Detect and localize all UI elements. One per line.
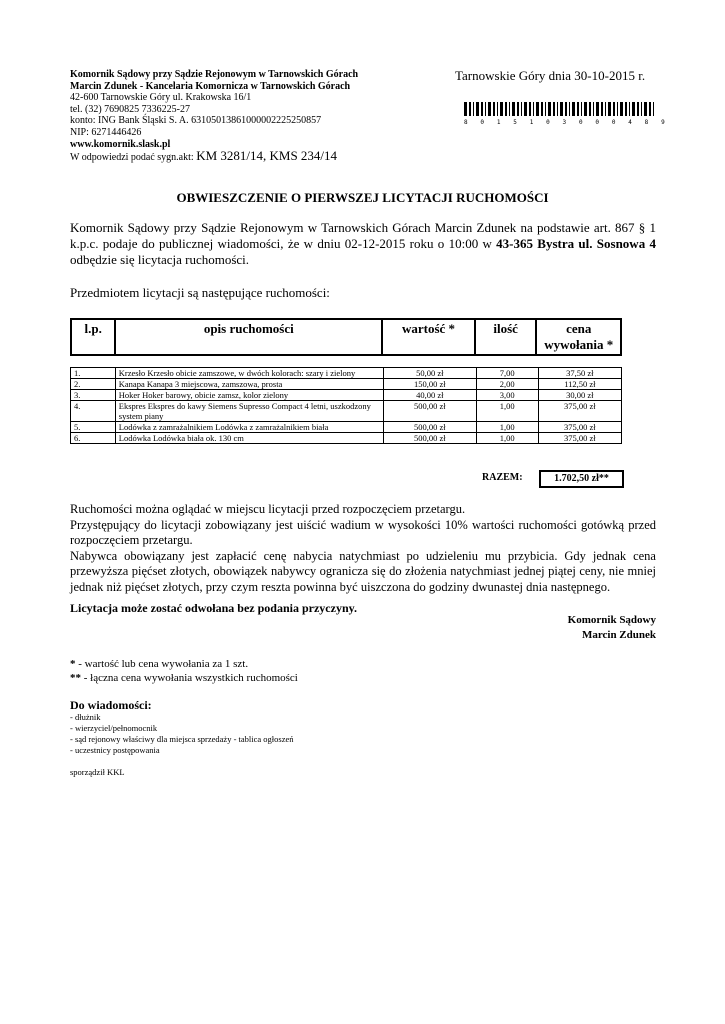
intro-text-2: odbędzie się licytacja ruchomości.	[70, 252, 250, 267]
subject-line: Przedmiotem licytacji są następujące ruchomości:	[70, 285, 330, 300]
table-row	[71, 422, 622, 433]
row-value: 40,00 zł	[384, 390, 477, 401]
case-signature-value: KM 3281/14, KMS 234/14	[196, 148, 338, 164]
items-table	[70, 367, 622, 444]
row-value: 150,00 zł	[384, 379, 477, 390]
row-starting-price: 375,00 zł	[538, 401, 621, 422]
barcode-bar	[524, 102, 527, 116]
signature-title: Komornik Sądowy	[567, 614, 656, 626]
sender-nip: NIP: 6271446426	[70, 126, 142, 138]
header-quantity: ilość	[475, 319, 537, 355]
barcode-bar	[593, 102, 594, 116]
row-starting-price: 375,00 zł	[538, 433, 621, 444]
signature-block	[450, 613, 656, 643]
barcode-bar	[469, 102, 471, 116]
table-row	[71, 390, 622, 401]
row-description: Kanapa Kanapa 3 miejscowa, zamszowa, prosta	[115, 379, 383, 390]
row-starting-price: 30,00 zł	[538, 390, 621, 401]
table-row	[71, 433, 622, 444]
header-starting-price	[536, 319, 621, 355]
barcode-bar	[613, 102, 615, 116]
barcode-bar	[557, 102, 558, 116]
row-lp: 4.	[71, 401, 116, 422]
row-quantity: 3,00	[476, 390, 538, 401]
intro-paragraph	[70, 220, 656, 268]
sender-address: 42-600 Tarnowskie Góry ul. Krakowska 16/1	[70, 92, 252, 104]
intro-text-1: Komornik Sądowy przy Sądzie Rejonowym w Tarnowskich Górach Marcin Zdunek na podstawie art. 867 § 1 k.p.c. podaje do publicznej wiadomości, że w dniu 02-12-2015 roku o 10:00 w	[70, 220, 656, 251]
row-quantity: 1,00	[476, 433, 538, 444]
row-description: Krzesło Krzesło obicie zamszowe, w dwóch kolorach: szary i zielony	[115, 368, 383, 379]
barcode-bar	[473, 102, 474, 116]
table-row	[71, 368, 622, 379]
case-signature	[70, 150, 358, 164]
barcode-bar	[493, 102, 495, 116]
barcode-bar	[581, 102, 582, 116]
barcode-bar	[536, 102, 539, 116]
barcode-bar	[649, 102, 651, 116]
cancellation-note: Licytacja może zostać odwołana bez podania przyczyny.	[70, 601, 357, 615]
row-description: Hoker Hoker barowy, obicie zamsz, kolor zielony	[115, 390, 383, 401]
barcode-bar	[464, 102, 467, 116]
header-price-line-1: cena	[566, 321, 592, 336]
row-quantity: 7,00	[476, 368, 538, 379]
barcode-bar	[505, 102, 507, 116]
barcode-bar	[641, 102, 642, 116]
barcode-bar	[553, 102, 555, 116]
barcode-bar	[500, 102, 503, 116]
barcode-bar	[509, 102, 510, 116]
barcode-bar	[476, 102, 479, 116]
auction-address: 43-365 Bystra ul. Sosnowa 4	[496, 236, 656, 251]
row-description: Lodówka Lodówka biała ok. 130 cm	[115, 433, 383, 444]
recipient-item: - wierzyciel/pełnomocnik	[70, 723, 158, 733]
barcode-bar	[545, 102, 546, 116]
recipient-item: - uczestnicy postępowania	[70, 745, 160, 755]
header-value: wartość *	[382, 319, 475, 355]
document-title: OBWIESZCZENIE O PIERWSZEJ LICYTACJI RUCHOMOŚCI	[176, 190, 549, 205]
sender-line-2: Marcin Zdunek - Kancelaria Komornicza w Tarnowskich Górach	[70, 80, 351, 92]
sender-line-1: Komornik Sądowy przy Sądzie Rejonowym w Tarnowskich Górach	[70, 69, 359, 80]
barcode-bar	[608, 102, 611, 116]
barcode-bar	[560, 102, 563, 116]
header-price-line-2: wywołania *	[544, 337, 614, 352]
prepared-by: sporządził KKL	[70, 767, 125, 777]
barcode-bar	[653, 102, 654, 116]
row-lp: 3.	[71, 390, 116, 401]
barcode-bar	[637, 102, 639, 116]
terms-viewing: Ruchomości można oglądać w miejscu licytacji przed rozpoczęciem przetargu.	[70, 502, 466, 516]
footnote-2-text: - łączna cena wywołania wszystkich ruchomości	[81, 672, 298, 684]
recipient-item: - dłużnik	[70, 712, 101, 722]
row-quantity: 1,00	[476, 401, 538, 422]
barcode-bar	[605, 102, 606, 116]
row-value: 50,00 zł	[384, 368, 477, 379]
barcode-bar	[481, 102, 483, 116]
barcode-bar	[644, 102, 647, 116]
barcode-bar	[569, 102, 570, 116]
sender-block	[70, 69, 358, 164]
row-value: 500,00 zł	[384, 401, 477, 422]
row-starting-price: 37,50 zł	[538, 368, 621, 379]
recipient-item: - sąd rejonowy właściwy dla miejsca sprzedaży - tablica ogłoszeń	[70, 734, 294, 744]
items-table-header	[70, 318, 622, 356]
barcode-bar	[589, 102, 591, 116]
barcode-bar	[620, 102, 623, 116]
row-value: 500,00 zł	[384, 433, 477, 444]
barcode-bar	[512, 102, 515, 116]
footnote-1-text: - wartość lub cena wywołania za 1 szt.	[75, 658, 249, 670]
table-row	[71, 401, 622, 422]
row-starting-price: 112,50 zł	[538, 379, 621, 390]
recipients-heading: Do wiadomości:	[70, 698, 152, 712]
footnote-1	[70, 657, 298, 671]
barcode-bar	[517, 102, 519, 116]
barcode-digits: 8 0 1 5 1 0 3 0 0 0 4 8 9	[464, 119, 670, 126]
terms-payment: Nabywca obowiązany jest zapłacić cenę nabycia natychmiast po udzieleniu mu przybicia. Gdy jednak cena przewyższa pięćset złotych, obowiązek nabywcy ogranicza się do złożenia natychmiast jednej piątej ceny, nie mniej jednak niż pięćset złotych, przy czym reszta powinna być uiszczona do godziny dwunastej dnia następnego.	[70, 548, 656, 594]
barcode-bar	[596, 102, 599, 116]
barcode-bar	[577, 102, 579, 116]
header-lp: l.p.	[71, 319, 115, 355]
total-label: RAZEM:	[482, 472, 523, 483]
footnotes	[70, 657, 298, 685]
row-lp: 5.	[71, 422, 116, 433]
total-value: 1.702,50 zł**	[539, 470, 624, 488]
row-lp: 1.	[71, 368, 116, 379]
footnote-2-mark: **	[70, 672, 81, 684]
barcode-bars	[464, 102, 656, 116]
barcode-bar	[565, 102, 567, 116]
row-quantity: 1,00	[476, 422, 538, 433]
barcode-bar	[485, 102, 486, 116]
barcode-bar	[584, 102, 587, 116]
table-row	[71, 379, 622, 390]
barcode-bar	[488, 102, 491, 116]
terms-deposit: Przystępujący do licytacji zobowiązany jest uiścić wadium w wysokości 10% wartości ruchomości gotówką przed rozpoczęciem przetargu.	[70, 517, 656, 547]
barcode-bar	[541, 102, 543, 116]
barcode-bar	[632, 102, 635, 116]
signature-name: Marcin Zdunek	[581, 629, 656, 641]
recipients-block	[70, 698, 294, 756]
row-description: Lodówka z zamrażalnikiem Lodówka z zamrażalnikiem biała	[115, 422, 383, 433]
footnote-2	[70, 671, 298, 685]
barcode-bar	[548, 102, 551, 116]
row-value: 500,00 zł	[384, 422, 477, 433]
terms-block	[70, 502, 656, 595]
barcode-bar	[529, 102, 531, 116]
case-signature-label: W odpowiedzi podać sygn.akt:	[70, 152, 194, 164]
row-quantity: 2,00	[476, 379, 538, 390]
barcode-bar	[533, 102, 534, 116]
barcode-bar	[629, 102, 630, 116]
barcode-bar	[625, 102, 627, 116]
header-description: opis ruchomości	[115, 319, 382, 355]
barcode-bar	[617, 102, 618, 116]
barcode-bar	[521, 102, 522, 116]
row-lp: 2.	[71, 379, 116, 390]
barcode-bar	[497, 102, 498, 116]
barcode-bar	[601, 102, 603, 116]
sender-phone: tel. (32) 7690825 7336225-27	[70, 103, 190, 115]
barcode-bar	[572, 102, 575, 116]
barcode	[464, 102, 670, 126]
row-starting-price: 375,00 zł	[538, 422, 621, 433]
place-date: Tarnowskie Góry dnia 30-10-2015 r.	[455, 68, 646, 83]
sender-account: konto: ING Bank Śląski S. A. 63105013861000002225250857	[70, 115, 322, 127]
row-lp: 6.	[71, 433, 116, 444]
sender-website[interactable]: www.komornik.slask.pl	[70, 138, 171, 150]
footnote-1-mark: *	[70, 658, 76, 670]
row-description: Ekspres Ekspres do kawy Siemens Supresso Compact 4 letni, uszkodzony system piany	[115, 401, 383, 422]
